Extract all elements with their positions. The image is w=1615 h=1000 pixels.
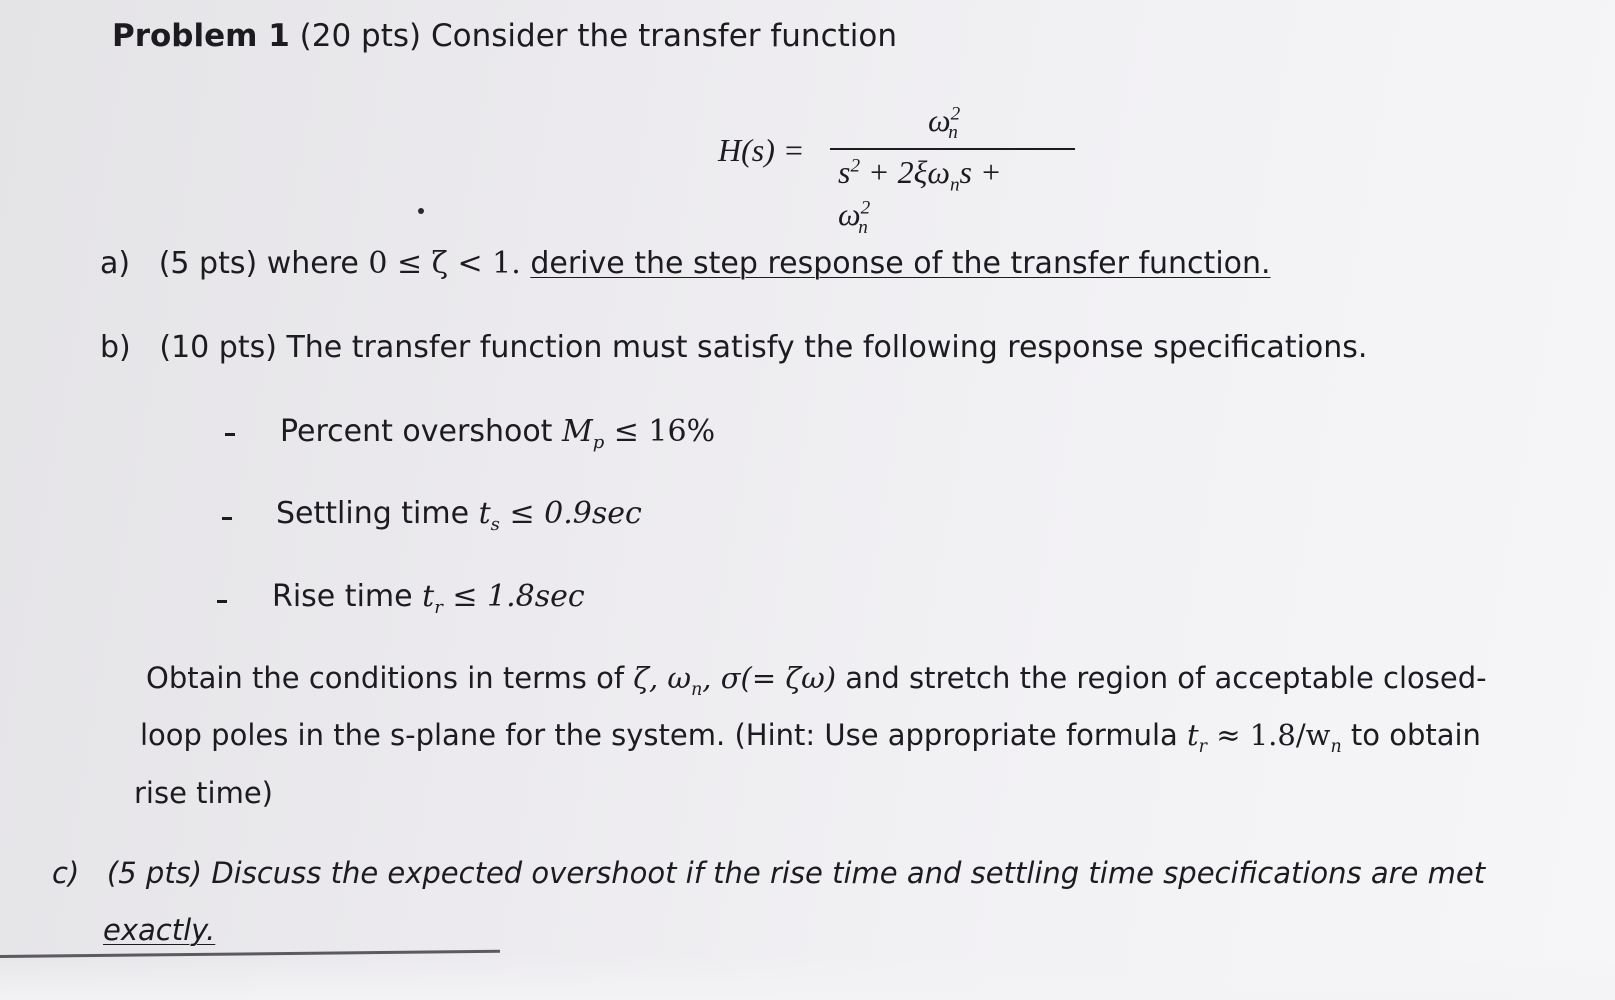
spec-bullet: [222, 517, 232, 520]
part-a-task: derive the step response of the transfer function.: [530, 246, 1271, 281]
fraction-bar: [830, 148, 1075, 150]
part-b-text: (10 pts) The transfer function must satisfy the following response specifications.: [159, 330, 1368, 365]
part-c-line-2: exactly.: [103, 913, 216, 947]
part-c-label: c): [52, 856, 80, 890]
part-c-line-1: [52, 855, 1485, 891]
equation-denominator: $s^2 + 2\xi\omega_ns + \omega^2_n$: [838, 154, 1002, 238]
obtain-line-3: rise time): [134, 776, 273, 810]
obtain-line-2: loop poles in the s-plane for the system. (Hint: Use appropriate formula $t_r \approx 1.8/w_n$ to obtain: [140, 718, 1481, 757]
part-b-label: b): [100, 330, 131, 365]
problem-intro: (20 pts) Consider the transfer function: [289, 18, 898, 54]
spec-settling-time: Settling time $t_s \le 0.9\sec$: [276, 496, 642, 535]
spec-bullet: [225, 433, 235, 436]
equation-numerator: $\omega^2_n$: [928, 102, 961, 144]
part-c-text: (5 pts) Discuss the expected overshoot if the rise time and settling time specifications are met: [106, 856, 1486, 890]
transfer-function-equation: [718, 102, 1078, 238]
page-edge-shadow: [0, 955, 1615, 1000]
problem-title: Problem 1: [112, 18, 290, 54]
equation-lhs: H(s) =: [718, 132, 805, 168]
spec-overshoot: Percent overshoot $M_p \le 16\%$: [280, 414, 716, 453]
part-a: [100, 246, 1271, 282]
part-a-text: (5 pts) where: [158, 246, 369, 281]
part-b: [100, 330, 1367, 366]
part-a-label: a): [100, 246, 131, 281]
part-a-math: 0 ≤ ζ < 1.: [368, 246, 521, 281]
spec-bullet: [217, 600, 227, 603]
obtain-line-1: Obtain the conditions in terms of ζ, $\omega_n$, σ(= ζω) and stretch the region of acceptable closed-: [146, 661, 1487, 700]
problem-heading: [112, 18, 897, 54]
spec-rise-time: Rise time $t_r \le 1.8\sec$: [272, 579, 585, 618]
stray-dot: [418, 208, 424, 214]
